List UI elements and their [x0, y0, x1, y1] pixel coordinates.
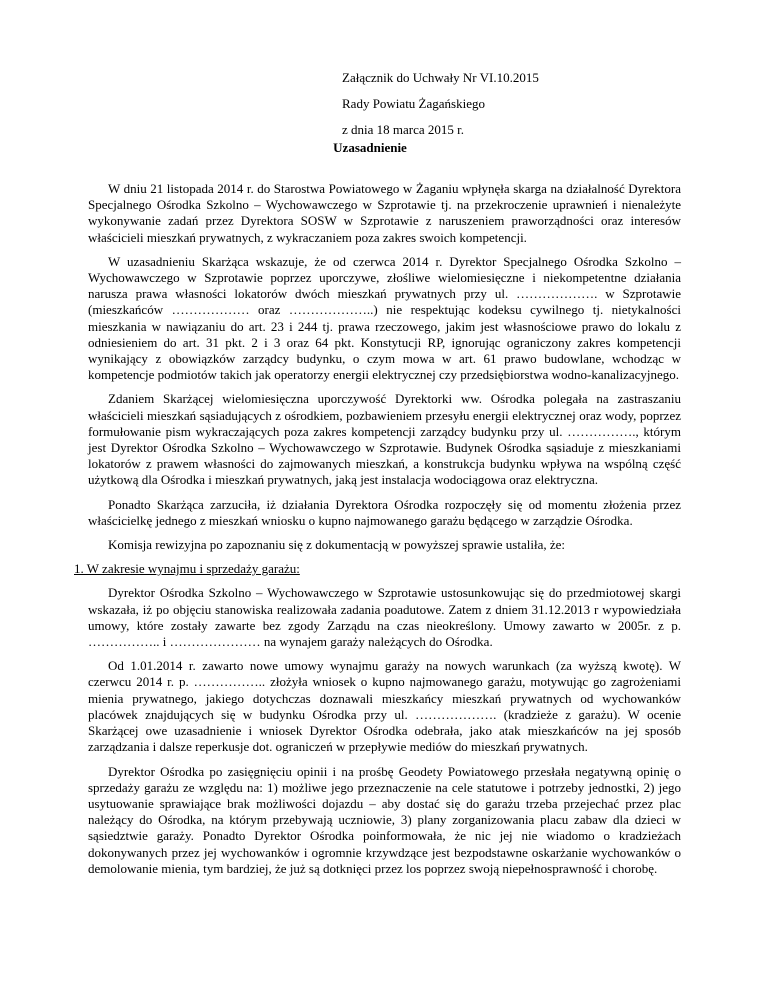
document-date: z dnia 18 marca 2015 r.: [342, 122, 465, 137]
annex-reference: Załącznik do Uchwały Nr VI.10.2015: [342, 70, 539, 85]
paragraph-new-contracts: Od 1.01.2014 r. zawarto nowe umowy wynajmu garaży na nowych warunkach (za wyższą kwotę). W czerwcu 2014 r. p. …………….. złożyła wniosek o kupno najmowanego garażu, motywując go zagrożeniami mienia prywatnego, jakiego dotychczas doznawali mieszkańcy mieszkań prywatnych od wychowanków placówek znajdujących się w budynku Ośrodka przy ul. ………………. (kradzieże z garażu). W ocenie Skarżącej owe uzasadnienie i wniosek Dyrektor Ośrodka odebrała, jako atak mieszkańców na jej sposób zarządzania i dalsze reperkusje dot. ograniczeń w przepływie mediów do mieszkań prywatnych.: [88, 658, 681, 755]
paragraph-director-response: Dyrektor Ośrodka Szkolno – Wychowawczego w Szprotawie ustosunkowując się do przedmiotowej skargi wskazała, iż po objęciu stanowiska realizowała zadania poadutowe. Zatem z dniem 31.12.2013 r wypowiedziała umowy, które zostały zawarte bez zgody Zarządu na czas nieokreślony. Umowy zawarto w 2005r. z p. …………….. i ………………… na wynajem garaży należących do Ośrodka.: [88, 585, 681, 650]
paragraph-negative-opinion: Dyrektor Ośrodka po zasięgnięciu opinii i na prośbę Geodety Powiatowego przesłała negatywną opinię o sprzedaży garażu ze względu na: 1) możliwe jego przeznaczenie na cele statutowe i potrzeby jednostki, 2) jego usytuowanie sprawiające brak możliwości dojazdu – aby dostać się do garażu trzeba przejechać przez plac należący do Ośrodka, na którym przebywają uczniowie, 3) plany zorganizowania placu zabaw dla dzieci w sąsiedztwie garaży. Ponadto Dyrektor Ośrodka poinformowała, że nic jej nie wiadomo o kradzieżach dokonywanych przez jej wychowanków i ogromnie krzywdzące jest bezpodstawne oskarżanie wychowanków o demolowanie mienia, tym bardziej, że już są dotknięci przez los poprzez swoją niepełnosprawność i chorobę.: [88, 763, 681, 876]
paragraph-additional-charge: Ponadto Skarżąca zarzuciła, iż działania Dyrektora Ośrodka rozpoczęły się od momentu złożenia przez właścicielkę jednego z mieszkań wniosku o kupno najmowanego garażu będącego w zarządzie Ośrodka.: [88, 496, 681, 528]
paragraph-commission-findings: Komisja rewizyjna po zapoznaniu się z dokumentacją w powyższej sprawie ustaliła, że:: [108, 537, 566, 553]
paragraph-complaint-received: W dniu 21 listopada 2014 r. do Starostwa Powiatowego w Żaganiu wpłynęła skarga na działalność Dyrektora Specjalnego Ośrodka Szkolno – Wychowawczego w Szprotawie tj. na przekroczenie uprawnień i nienależyte wykonywanie zadań przez Dyrektora SOSW w Szprotawie z naruszeniem praworządności oraz interesów właścicieli mieszkań prywatnych, z wykraczaniem poza zakres swoich kompetencji.: [88, 181, 681, 245]
council-name: Rady Powiatu Żagańskiego: [342, 96, 485, 111]
document-body: [74, 181, 681, 885]
document-header: [342, 65, 539, 143]
document-title: Uzasadnienie: [333, 140, 407, 155]
section-heading-garage: [74, 561, 681, 577]
paragraph-complaint-justification: W uzasadnieniu Skarżąca wskazuje, że od czerwca 2014 r. Dyrektor Specjalnego Ośrodka Szkolno – Wychowawczego w Szprotawie poprzez uporczywe, złośliwe wielomiesięczne i niekompetentne działania narusza prawa własności lokatorów dwóch mieszkań prywatnych przy ul. ………………. w Szprotawie (mieszkańców ……………… oraz ………………..) nie respektując kodeksu cywilnego tj. nietykalności mieszkania w nawiązaniu do art. 23 i 244 tj. prawa rzeczowego, jakim jest własnościowe prawo do lokalu z odniesieniem do art. 31 pkt. 2 i 3 oraz 64 pkt. Konstytucji RP, ignorując ograniczony zakres kompetencji wynikający z obowiązków zarządcy budynku, o czym mowa w art. 61 prawo budowlane, wchodząc w kompetencje podmiotów takich jak operatorzy energii elektrycznej czy przedsiębiorstwa wodno-kanalizacyjnego.: [88, 253, 681, 383]
section-heading-garage-text: 1. W zakresie wynajmu i sprzedaży garażu:: [74, 561, 300, 577]
paragraph-complainant-opinion: Zdaniem Skarżącej wielomiesięczna uporczywość Dyrektorki ww. Ośrodka polegała na zastraszaniu właścicieli mieszkań sąsiadujących z ośrodkiem, pozbawieniem przesyłu energii elektrycznej oraz wody, poprzez formułowanie pism wykraczających poza zakres kompetencji zarządcy budynku przy ul. ……………., którym jest Dyrektor Ośrodka Szkolno – Wychowawczego w Szprotawie. Budynek Ośrodka sąsiaduje z mieszkaniami lokatorów z prawem własności do zajmowanych mieszkań, a konstrukcja budynku wpływa na wspólną część użytkową dla Ośrodka i mieszkań prywatnych, jaką jest instalacja wodociągowa oraz elektryczna.: [88, 391, 681, 488]
